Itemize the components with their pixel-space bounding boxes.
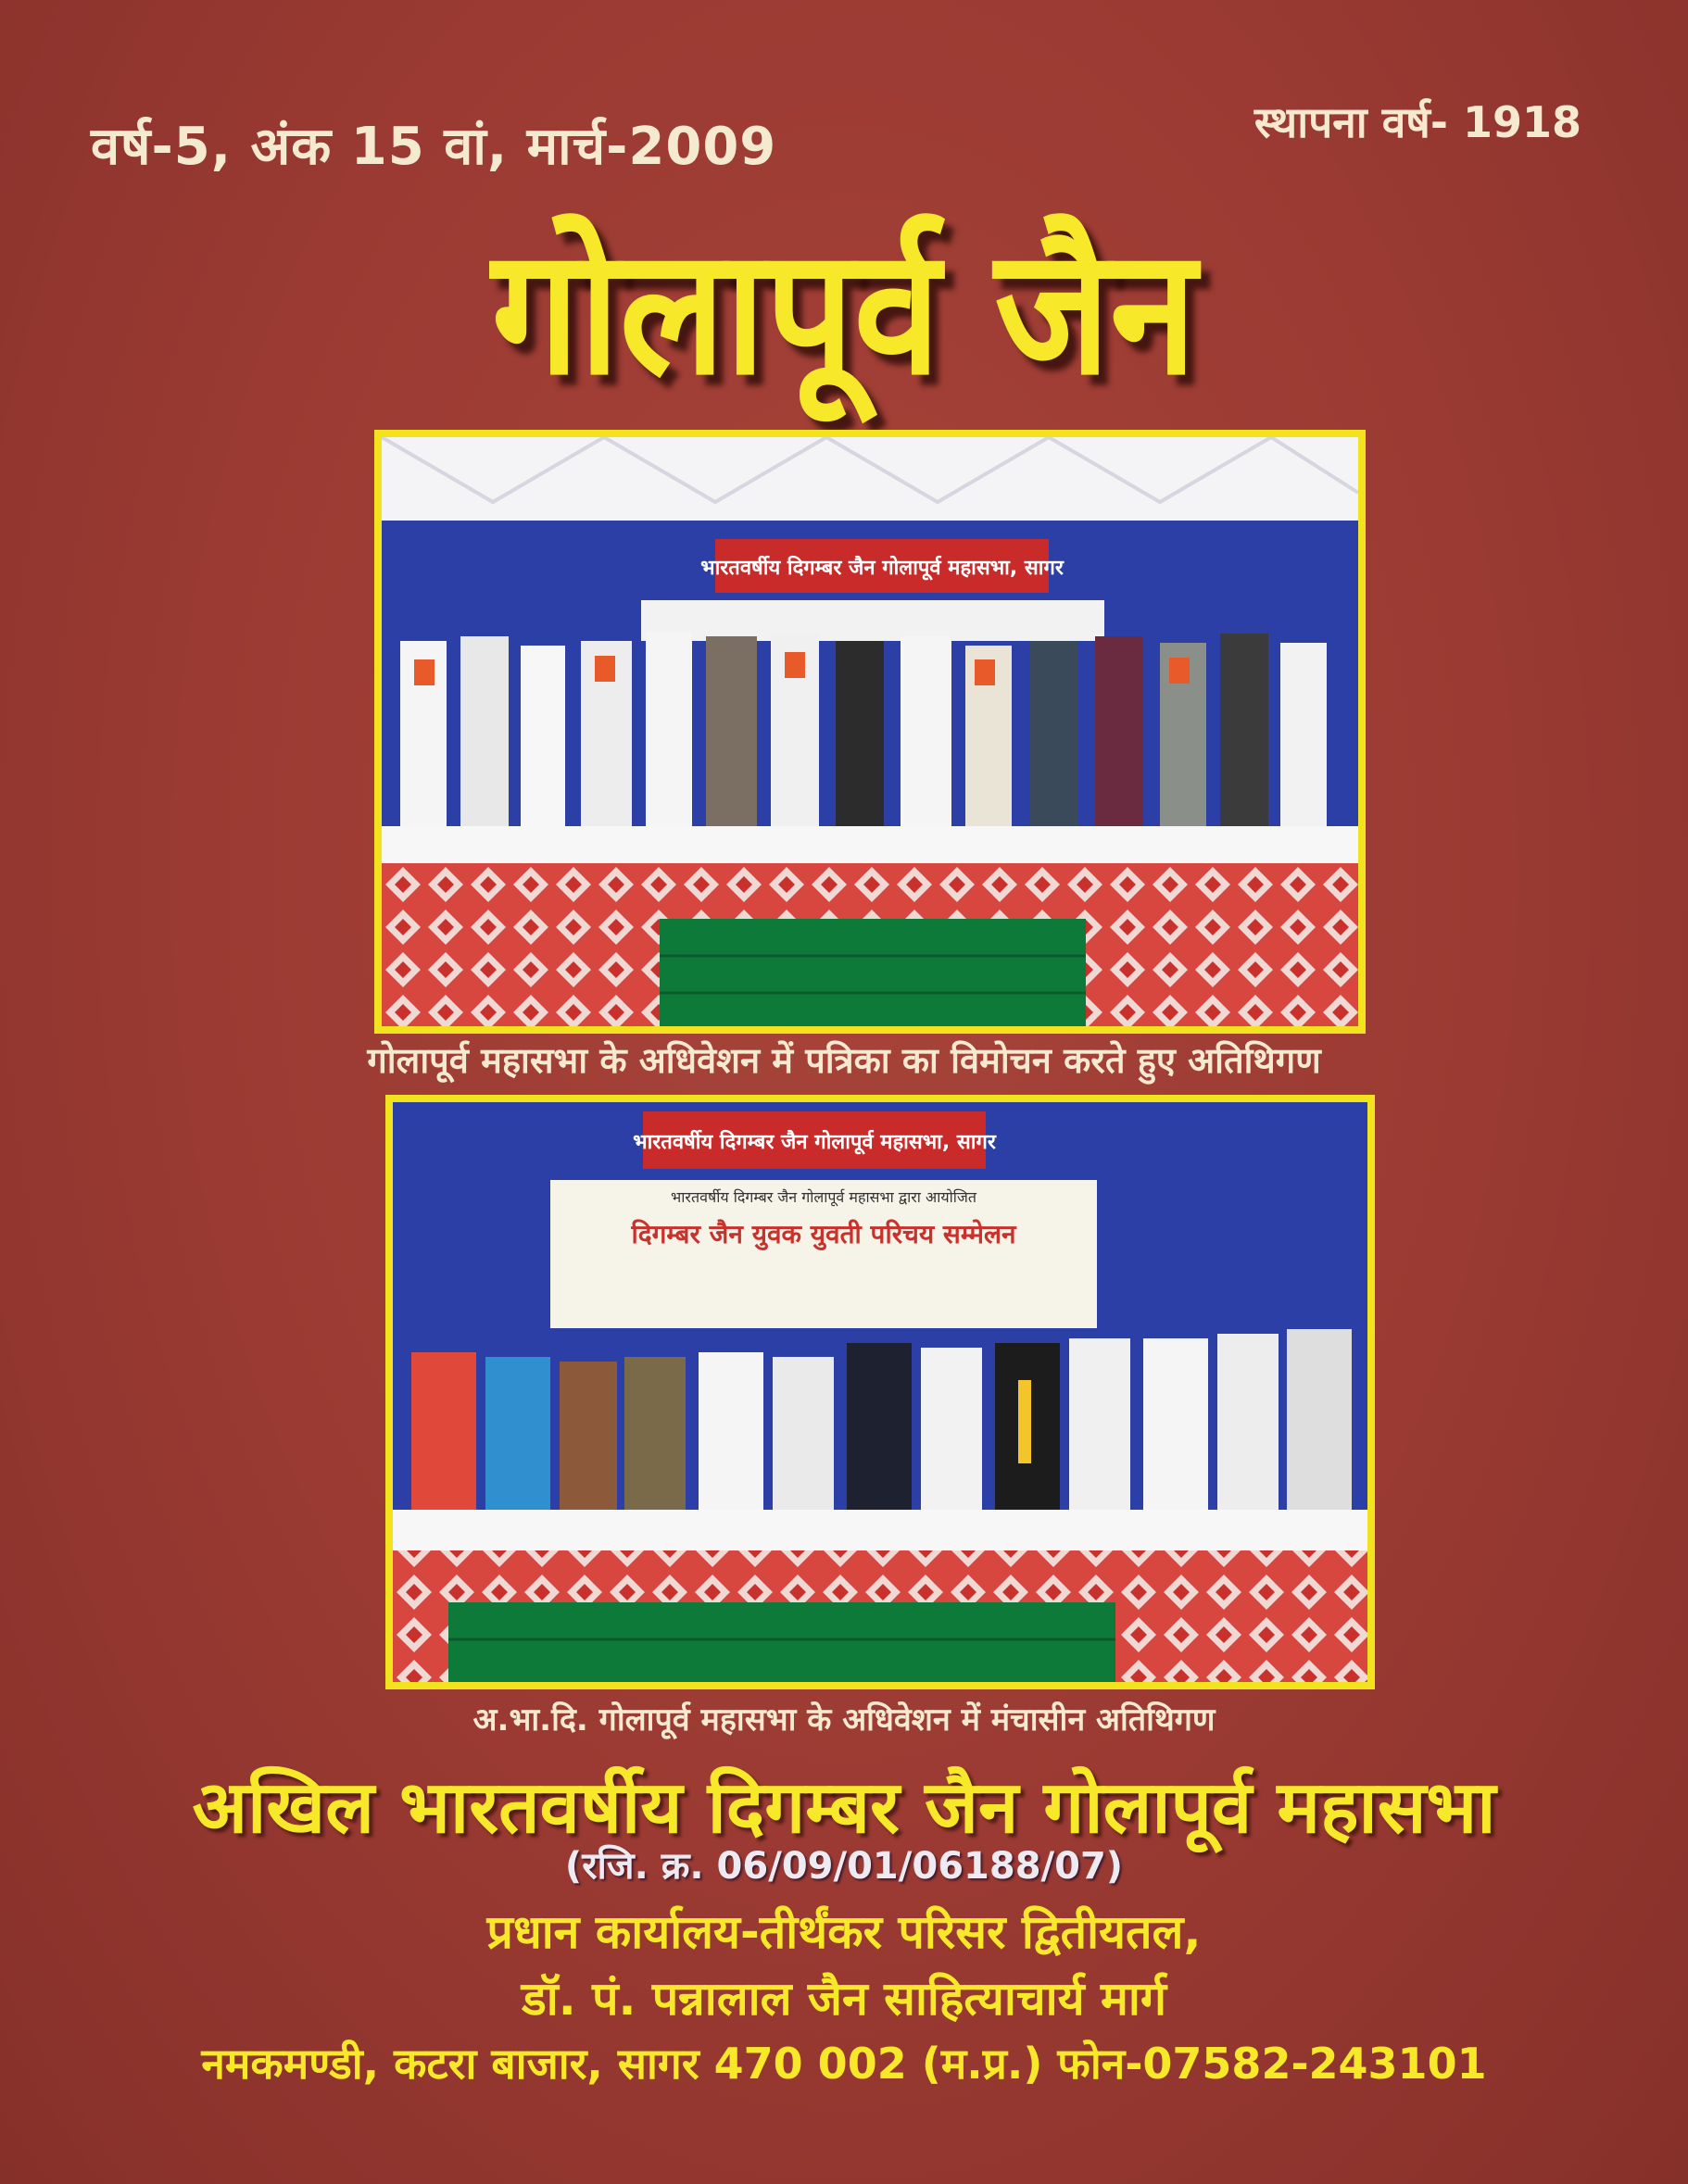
founded-year: स्थापना वर्ष- 1918 bbox=[1253, 97, 1581, 147]
address-line-1: प्रधान कार्यालय-तीर्थंकर परिसर द्वितीयतल, bbox=[486, 1905, 1202, 1959]
photo-seated-guests bbox=[385, 1095, 1375, 1689]
standing-guests bbox=[400, 632, 1327, 826]
stage-banner-2-text: भारतवर्षीय दिगम्बर जैन गोलापूर्व महासभा, सागर bbox=[633, 1131, 996, 1154]
stage-steps-1 bbox=[660, 919, 1086, 1026]
issue-details: वर्ष-5, अंक 15 वां, मार्च-2009 bbox=[91, 117, 777, 177]
registration-number: (रजि. क्र. 06/09/01/06188/07) bbox=[564, 1845, 1124, 1888]
address-line-3: नमकमण्डी, कटरा बाजार, सागर 470 002 (म.प्र.) फोन-07582-243101 bbox=[201, 2039, 1487, 2089]
photo-magazine-release bbox=[374, 430, 1366, 1034]
photo-1-caption: गोलापूर्व महासभा के अधिवेशन में पत्रिका का विमोचन करते हुए अतिथिगण bbox=[367, 1040, 1321, 1081]
stage-photo-2 bbox=[393, 1102, 1367, 1682]
stage-photo-1 bbox=[382, 437, 1358, 1026]
photo-2-caption: अ.भा.दि. गोलापूर्व महासभा के अधिवेशन में मंचासीन अतिथिगण bbox=[472, 1701, 1216, 1738]
stage-banner-1-text: भारतवर्षीय दिगम्बर जैन गोलापूर्व महासभा, सागर bbox=[700, 557, 1064, 580]
magazine-title: गोलापूर्व जैन bbox=[491, 210, 1197, 414]
event-banner-line: भारतवर्षीय दिगम्बर जैन गोलापूर्व महासभा द्वारा आयोजित bbox=[671, 1188, 976, 1206]
event-banner-title: दिगम्बर जैन युवक युवती परिचय सम्मेलन bbox=[631, 1219, 1016, 1249]
organization-name: अखिल भारतवर्षीय दिगम्बर जैन गोलापूर्व महासभा bbox=[192, 1766, 1496, 1850]
address-line-2: डॉ. पं. पन्नालाल जैन साहित्याचार्य मार्ग bbox=[522, 1972, 1166, 2026]
stage-steps-2 bbox=[448, 1602, 1115, 1682]
